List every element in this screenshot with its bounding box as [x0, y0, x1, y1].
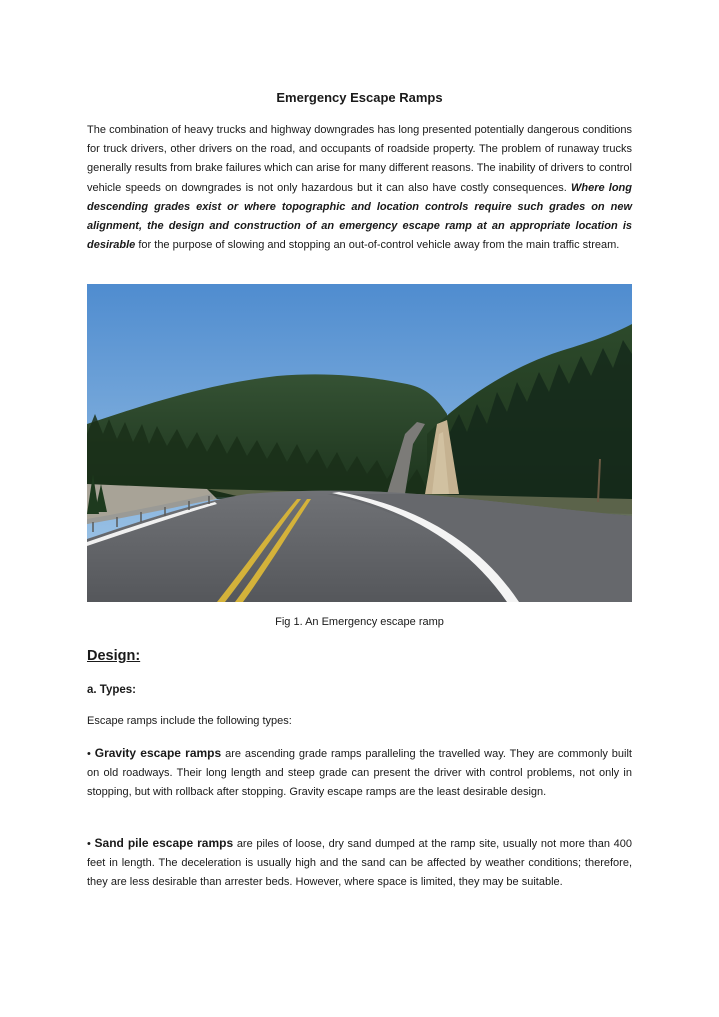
description-gravity-escape-ramps: are ascending grade ramps paralleling the travelled way. They are commonly built on old roadways. Their long length and steep grade can present the driver with control problems, not only in stopping, but with rollback after stopping. Gravity escape ramps are the least desirable design.	[87, 748, 632, 799]
figure-caption: Fig 1. An Emergency escape ramp	[275, 616, 444, 628]
list-item-gravity-escape-ramps	[87, 744, 632, 803]
types-heading: a. Types:	[87, 684, 136, 696]
term-sand-pile-escape-ramps: Sand pile escape ramps	[94, 836, 234, 850]
design-heading: Design:	[87, 648, 141, 664]
intro-text-part2: for the purpose of slowing and stopping an out-of-control vehicle away from the main traffic stream.	[135, 239, 620, 252]
types-intro: Escape ramps include the following types:	[87, 715, 292, 727]
intro-paragraph	[87, 121, 632, 255]
document-title: Emergency Escape Ramps	[276, 90, 443, 105]
escape-ramp-photo	[87, 284, 632, 602]
list-item-sand-pile-escape-ramps	[87, 834, 632, 893]
bullet: •	[87, 838, 95, 850]
bullet: •	[87, 748, 95, 760]
intro-emphasis: Where long descending grades exist or where topographic and location controls require such grades on new alignment, the design and construction of an emergency escape ramp at an appropriate location is desirable	[87, 181, 632, 252]
description-sand-pile-escape-ramps: are piles of loose, dry sand dumped at the ramp site, usually not more than 400 feet in length. The deceleration is usually high and the sand can be affected by weather conditions; therefore, they are less desirable than arrester beds. However, where space is limited, they may be suitable.	[87, 838, 632, 889]
intro-text-part1: The combination of heavy trucks and highway downgrades has long presented potentially dangerous conditions for truck drivers, other drivers on the road, and occupants of roadside property. The problem of runaway trucks generally results from brake failures which can arise for many different reasons. The inability of drivers to control vehicle speeds on downgrades is not only hazardous but it can also have costly consequences.	[87, 124, 632, 194]
term-gravity-escape-ramps: Gravity escape ramps	[94, 746, 222, 760]
